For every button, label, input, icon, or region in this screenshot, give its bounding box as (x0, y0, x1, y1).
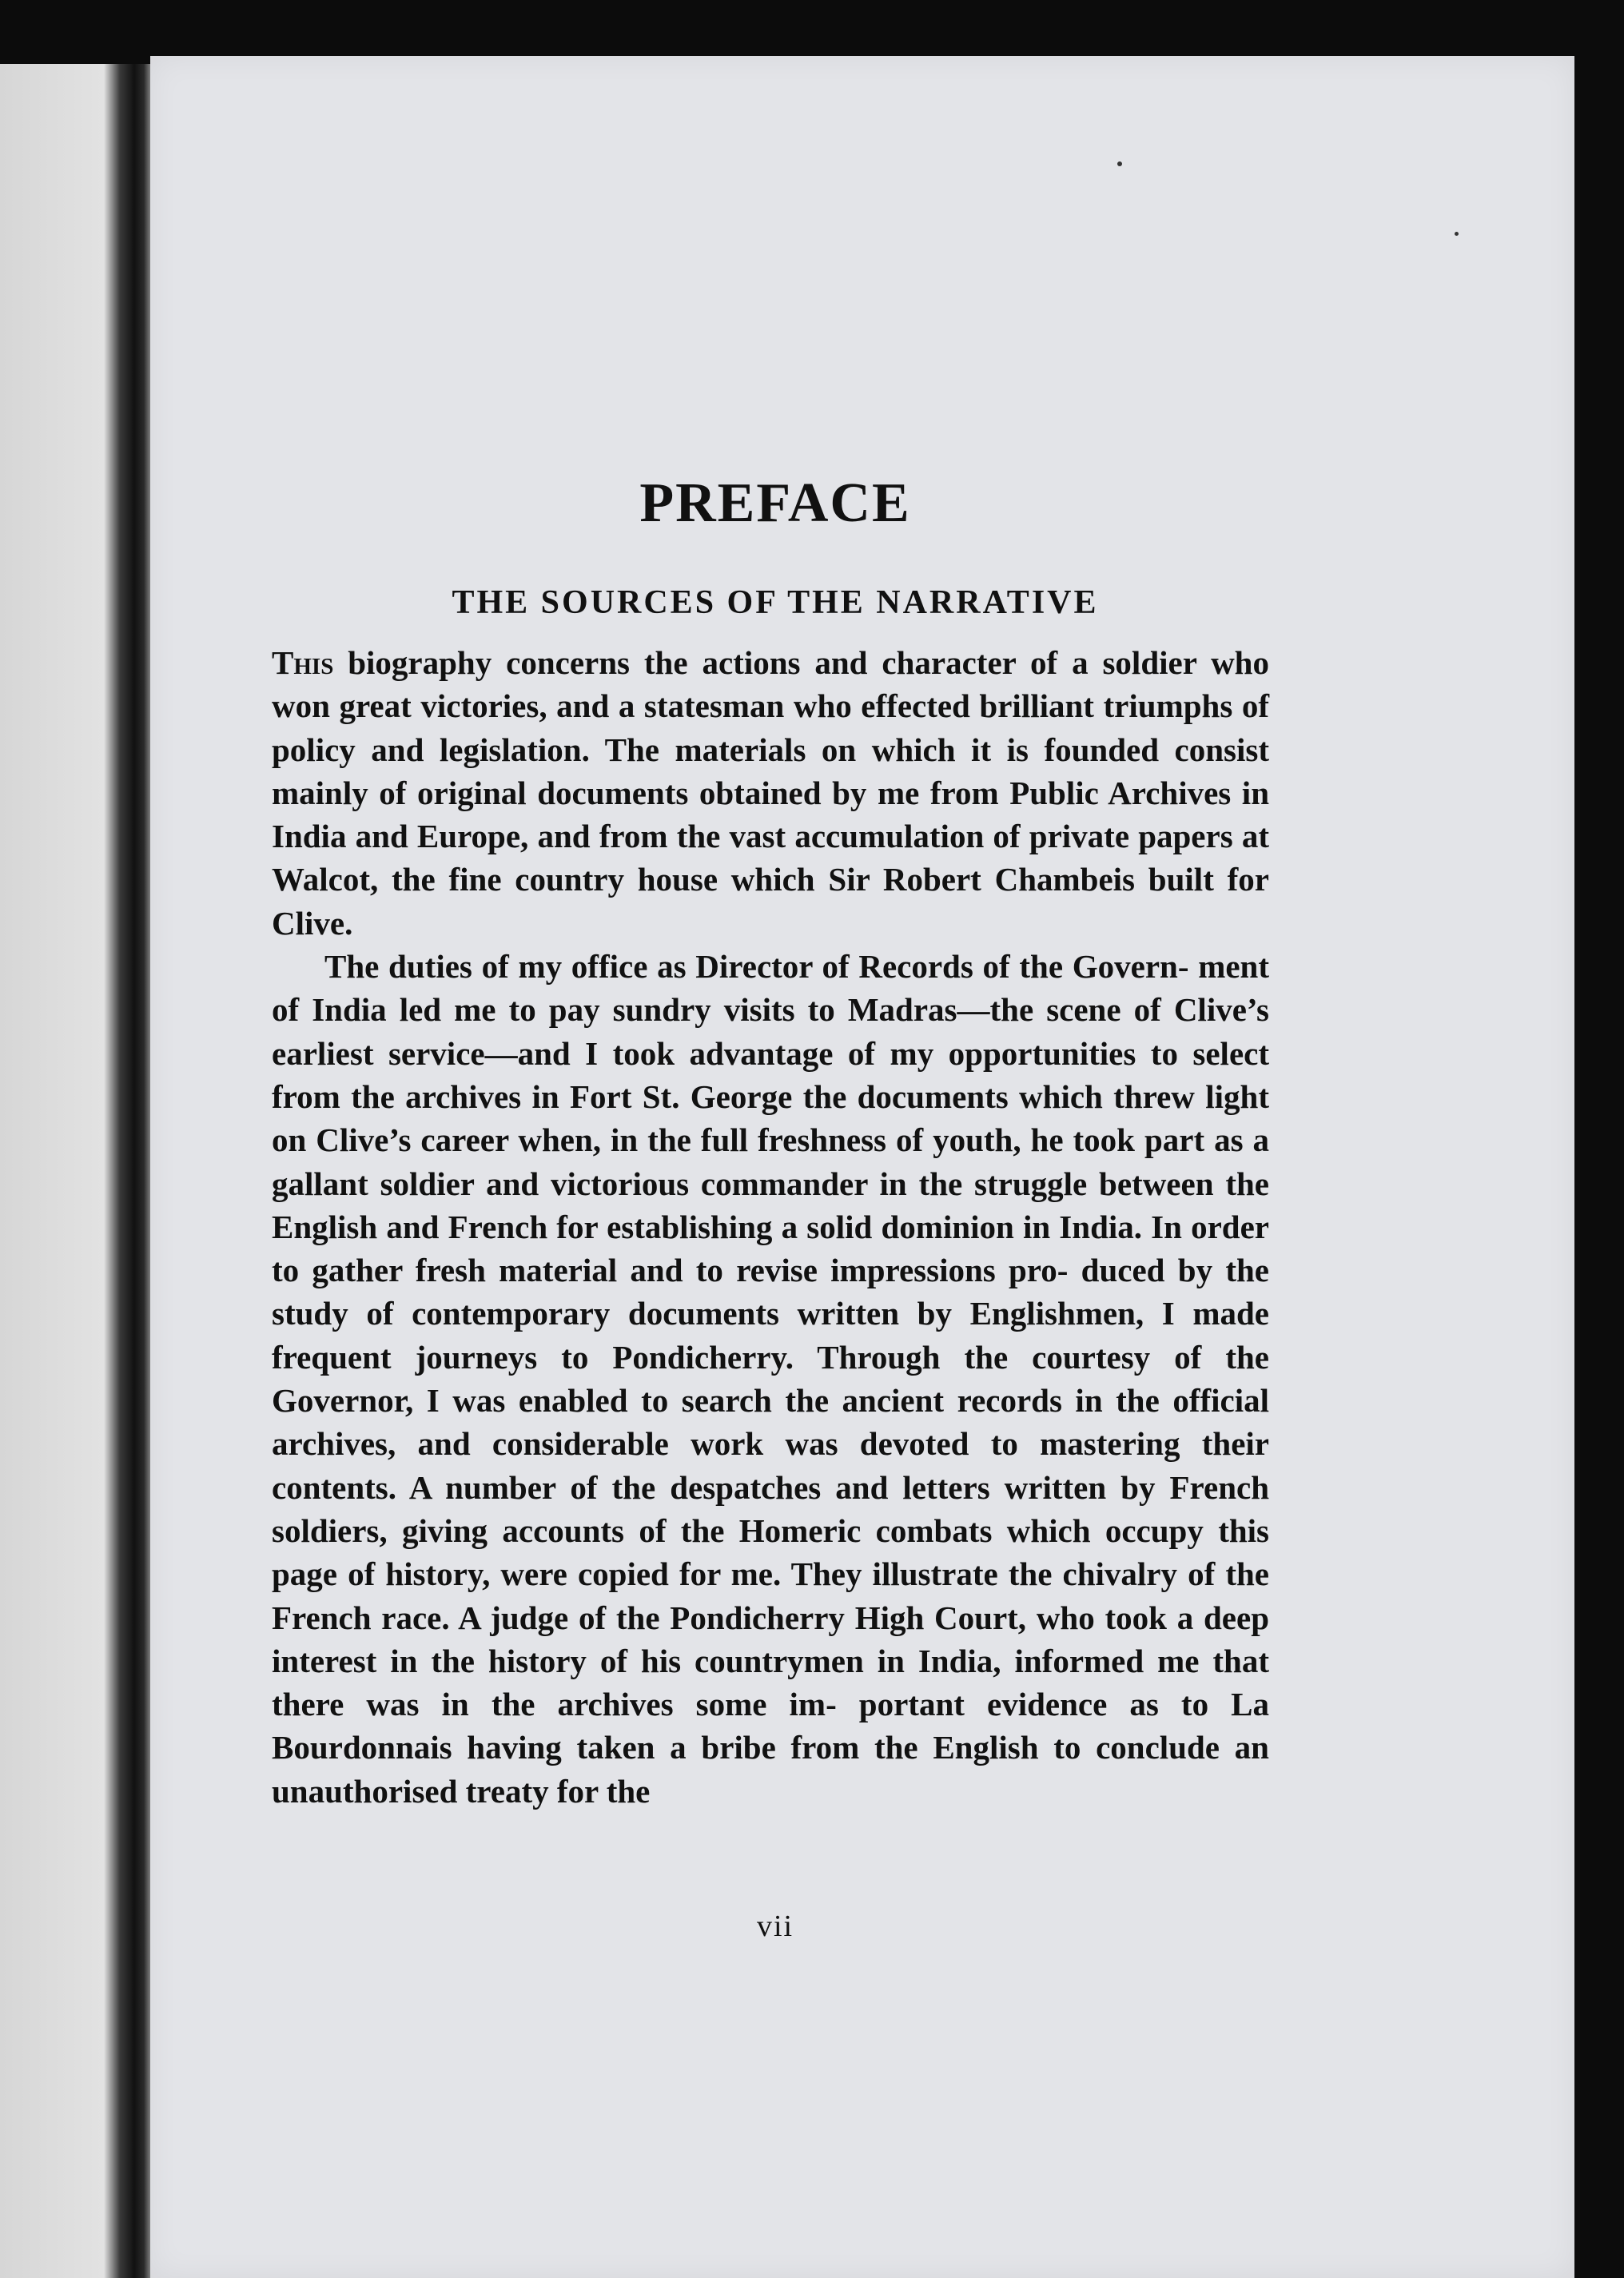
paragraph-2-text: The duties of my office as Director of Records of the Govern- ment of India led me to pay sundry visits to Madras—the scene of Clive’s earliest service—and I took advantage of my opportunities to select from the archives in Fort St. George the documents which threw light on Clive’s career when, in the full freshness of youth, he took part as a gallant soldier and victorious commander in the struggle between the English and French for establishing a solid dominion in India. In order to gather fresh material and to revise impressions pro- duced by the study of contemporary documents written by Englishmen, I made frequent journeys to Pondicherry. Through the courtesy of the Governor, I was enabled to search the ancient records in the official archives, and considerable work was devoted to mastering their contents. A number of the despatches and letters written by French soldiers, giving accounts of the Homeric combats which occupy this page of history, were copied for me. They illustrate the chivalry of the French race. A judge of the Pondicherry High Court, who took a deep interest in the history of his countrymen in India, informed me that there was in the archives some im- portant evidence as to La Bourdonnais having taken a bribe from the English to conclude an unauthorised treaty for the (272, 948, 1269, 1810)
section-subtitle: THE SOURCES OF THE NARRATIVE (452, 584, 1099, 621)
page-title: PREFACE (639, 472, 911, 534)
paper-speck (1117, 161, 1122, 166)
paper-speck (1455, 232, 1459, 236)
book-page (150, 56, 1574, 2278)
page-content (150, 56, 1574, 2278)
paragraph-1 (272, 641, 1269, 945)
book-spine (0, 64, 157, 2278)
paragraph-2 (272, 945, 1269, 1813)
page-number: vii (756, 1910, 794, 1943)
paragraph-1-text: biography concerns the actions and character of a soldier who won great victories, and a statesman who effected brilliant triumphs of policy and legislation. The materials on which it is founded consist mainly of original documents obtained by me from Public Archives in India and Europe, and from the vast accumulation of private papers at Walcot, the fine country house which Sir Robert Chambeis built for Clive. (272, 644, 1269, 942)
paragraph-1-lead: This (272, 644, 334, 681)
preface-body (272, 641, 1269, 1813)
